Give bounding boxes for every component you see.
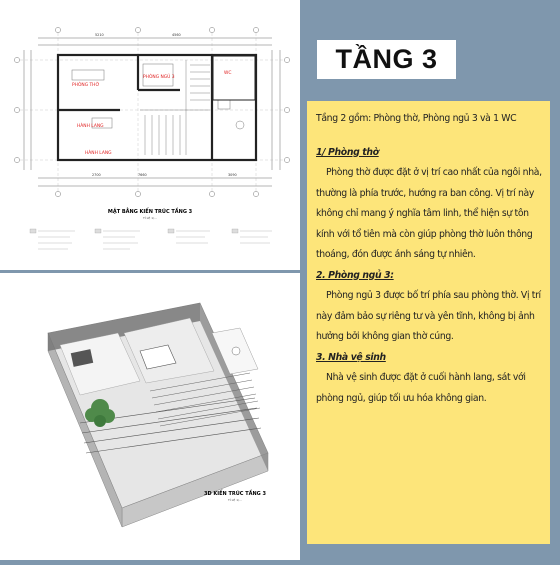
dimension-4: 7660 xyxy=(138,173,147,177)
room-label-bedroom: PHÒNG NGỦ 3 xyxy=(143,75,175,80)
render-scale: TỈ LỆ 1/... xyxy=(228,498,242,502)
room-label-hall-1: HÀNH LANG xyxy=(77,124,104,129)
dimension-1: 5210 xyxy=(95,33,104,37)
section-heading-bedroom: 2. Phòng ngủ 3: xyxy=(316,269,394,281)
description-panel xyxy=(307,101,550,544)
dimension-2: 4560 xyxy=(172,33,181,37)
floor-plan-drawing xyxy=(0,0,300,270)
dimension-5: 3090 xyxy=(228,173,237,177)
page-title: TẦNG 3 xyxy=(335,44,438,74)
render-caption: 3D KIẾN TRÚC TẦNG 3 xyxy=(204,491,266,497)
section-heading-altar: 1/ Phòng thờ xyxy=(316,146,379,158)
plan-scale: TỈ LỆ 1/... xyxy=(143,216,157,220)
section-body-altar: Phòng thờ được đặt ở vị trí cao nhất của ngôi nhà, thường là phía trước, hướng ra ban công. Vị trí này không chỉ mang ý nghĩa tâm linh, thể hiện sự tôn kính với tổ tiên mà còn giúp phòng thờ luôn thông thoáng, đón được ánh sáng tự nhiên. xyxy=(316,167,542,260)
room-label-altar: PHÒNG THỜ xyxy=(72,83,100,88)
dimension-3: 2700 xyxy=(92,173,101,177)
floor-plan-sheet xyxy=(0,0,300,270)
render-3d-drawing xyxy=(0,273,300,560)
title-box xyxy=(317,40,456,79)
room-label-hall-2: HÀNH LANG xyxy=(85,151,112,156)
plan-caption: MẶT BẰNG KIẾN TRÚC TẦNG 3 xyxy=(107,209,193,215)
section-body-bedroom: Phòng ngủ 3 được bố trí phía sau phòng thờ. Vị trí này đảm bảo sự riêng tư và yên tĩnh, không bị ảnh hưởng bởi không gian thờ cúng. xyxy=(316,290,541,342)
room-label-wc: WC xyxy=(224,71,232,76)
section-body-wc: Nhà vệ sinh được đặt ở cuối hành lang, sát với phòng ngủ, giúp tối ưu hóa không gian. xyxy=(316,372,526,404)
section-heading-wc: 3. Nhà vệ sinh xyxy=(316,351,386,363)
render-3d-sheet xyxy=(0,273,300,560)
intro-text: Tầng 2 gồm: Phòng thờ, Phòng ngủ 3 và 1 WC xyxy=(316,113,517,124)
